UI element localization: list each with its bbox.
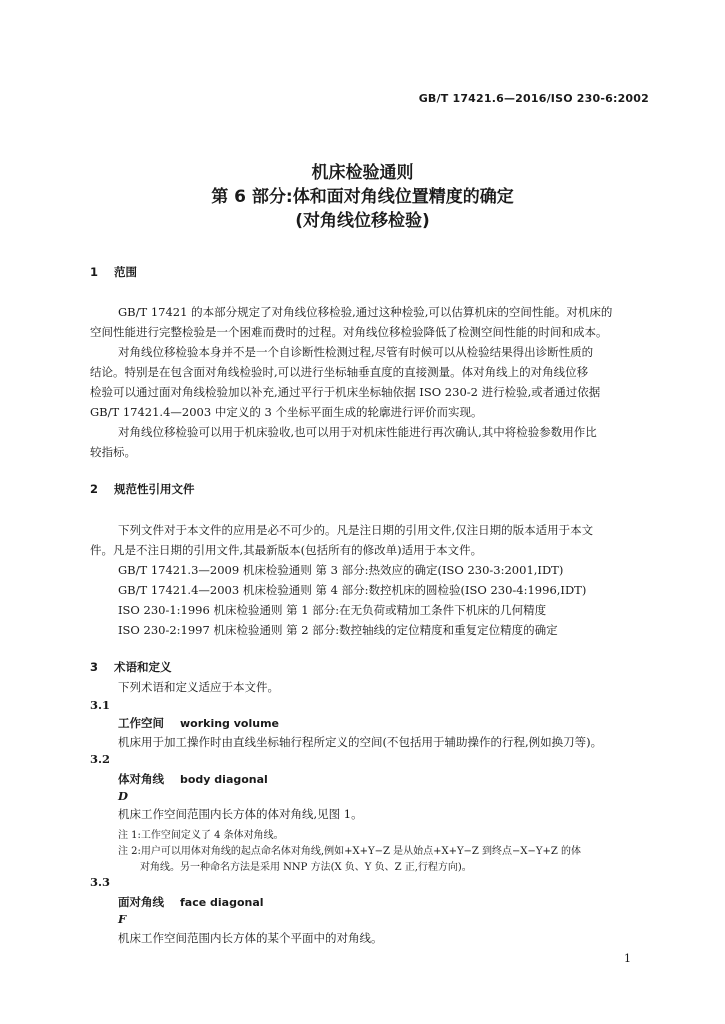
document-title-line1: 机床检验通则 xyxy=(311,163,414,183)
section-2-heading xyxy=(90,481,195,497)
reference-item: ISO 230-1:1996 机床检验通则 第 1 部分:在无负荷或精加工条件下机床的几何精度 xyxy=(118,603,547,617)
paragraph-line: 下列术语和定义适应于本文件。 xyxy=(118,680,279,694)
term-heading xyxy=(118,771,268,787)
paragraph-line: 对角线位移检验可以用于机床验收,也可以用于对机床性能进行再次确认,其中将检验参数用作比 xyxy=(118,425,597,439)
section-number: 3 xyxy=(90,660,99,674)
section-number: 2 xyxy=(90,482,99,496)
paragraph-line: 件。凡是不注日期的引用文件,其最新版本(包括所有的修改单)适用于本文件。 xyxy=(90,543,483,557)
section-number: 1 xyxy=(90,265,99,279)
note: 注 2:用户可以用体对角线的起点命名体对角线,例如+X+Y−Z 是从始点+X+Y−Z 到终点−X−Y+Z 的体 xyxy=(118,846,582,857)
note: 对角线。另一种命名方法是采用 NNP 方法(X 负、Y 负、Z 正,行程方向)。 xyxy=(140,862,472,873)
paragraph-line: 检验可以通过面对角线检验加以补充,通过平行于机床坐标轴依据 ISO 230-2 进行检验,或者通过依据 xyxy=(90,385,601,399)
section-title: 范围 xyxy=(114,265,137,279)
document-title-line3: (对角线位移检验) xyxy=(295,211,430,231)
term-chinese: 面对角线 xyxy=(118,895,164,909)
reference-item: GB/T 17421.4—2003 机床检验通则 第 4 部分:数控机床的圆检验(ISO 230-4:1996,IDT) xyxy=(118,583,587,597)
section-title: 术语和定义 xyxy=(114,660,172,674)
section-1-heading xyxy=(90,264,137,280)
paragraph-line: 较指标。 xyxy=(90,445,136,459)
reference-item: GB/T 17421.3—2009 机床检验通则 第 3 部分:热效应的确定(ISO 230-3:2001,IDT) xyxy=(118,563,564,577)
standard-code: GB/T 17421.6—2016/ISO 230-6:2002 xyxy=(418,92,649,105)
section-title: 规范性引用文件 xyxy=(114,482,195,496)
term-symbol: D xyxy=(118,789,128,803)
term-definition: 机床工作空间范围内长方体的某个平面中的对角线。 xyxy=(118,931,383,945)
term-english: body diagonal xyxy=(180,773,268,786)
term-number: 3.1 xyxy=(90,698,111,712)
paragraph-line: 结论。特别是在包含面对角线检验时,可以进行坐标轴垂直度的直接测量。体对角线上的对角线位移 xyxy=(90,365,589,379)
document-title-line2: 第 6 部分:体和面对角线位置精度的确定 xyxy=(211,187,514,207)
term-number: 3.3 xyxy=(90,875,111,889)
term-chinese: 体对角线 xyxy=(118,772,164,786)
paragraph-line: 下列文件对于本文件的应用是必不可少的。凡是注日期的引用文件,仅注日期的版本适用于本文 xyxy=(118,523,594,537)
term-chinese: 工作空间 xyxy=(118,716,164,730)
term-definition: 机床用于加工操作时由直线坐标轴行程所定义的空间(不包括用于辅助操作的行程,例如换刀等)。 xyxy=(118,735,603,749)
term-heading xyxy=(118,894,264,910)
note: 注 1:工作空间定义了 4 条体对角线。 xyxy=(118,830,284,841)
paragraph-line: GB/T 17421.4—2003 中定义的 3 个坐标平面生成的轮廓进行评价而实现。 xyxy=(90,405,483,419)
term-definition: 机床工作空间范围内长方体的体对角线,见图 1。 xyxy=(118,807,363,821)
term-english: working volume xyxy=(180,717,280,730)
paragraph-line: 空间性能进行完整检验是一个困难而费时的过程。对角线位移检验降低了检测空间性能的时间和成本。 xyxy=(90,325,608,339)
term-english: face diagonal xyxy=(180,896,264,909)
paragraph-line: GB/T 17421 的本部分规定了对角线位移检验,通过这种检验,可以估算机床的空间性能。对机床的 xyxy=(118,305,613,319)
reference-item: ISO 230-2:1997 机床检验通则 第 2 部分:数控轴线的定位精度和重复定位精度的确定 xyxy=(118,623,558,637)
section-3-heading xyxy=(90,659,172,675)
paragraph-line: 对角线位移检验本身并不是一个自诊断性检测过程,尽管有时候可以从检验结果得出诊断性质的 xyxy=(118,345,594,359)
term-symbol: F xyxy=(118,912,127,926)
term-number: 3.2 xyxy=(90,752,111,766)
page-number: 1 xyxy=(624,952,631,965)
term-heading xyxy=(118,715,279,731)
